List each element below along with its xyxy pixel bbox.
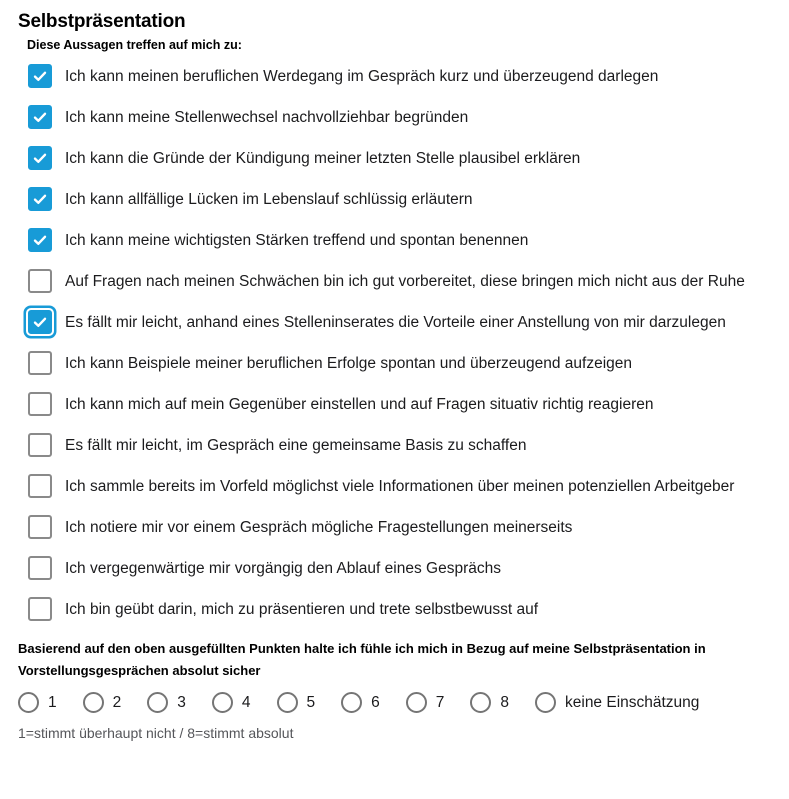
statement-label: Ich kann allfällige Lücken im Lebenslauf schlüssig erläutern [65,191,473,208]
statement-row[interactable] [28,515,769,540]
scale-note: 1=stimmt überhaupt nicht / 8=stimmt absolut [18,725,294,741]
statement-row[interactable] [28,310,769,335]
statement-checkbox[interactable] [28,515,52,539]
statement-checkbox[interactable] [28,474,52,498]
rating-option-label: 3 [177,694,186,711]
statement-label: Ich vergegenwärtige mir vorgängig den Ablauf eines Gesprächs [65,560,501,577]
statement-label: Ich kann die Gründe der Kündigung meiner letzten Stelle plausibel erklären [65,150,581,167]
statement-row[interactable] [28,392,769,417]
statement-row[interactable] [28,269,769,294]
statement-checkbox[interactable] [28,187,52,211]
statement-checkbox[interactable] [28,269,52,293]
rating-option-label: 7 [435,694,445,711]
checkmark-icon [32,314,48,330]
rating-option-label: 4 [241,694,251,711]
statement-label: Ich kann meine Stellenwechsel nachvollziehbar begründen [65,109,469,126]
statement-label: Ich kann meinen beruflichen Werdegang im Gespräch kurz und überzeugend darlegen [65,68,659,85]
rating-option[interactable] [341,692,380,713]
checkmark-icon [32,68,48,84]
rating-radio-button[interactable] [212,692,233,713]
checkmark-icon [32,109,48,125]
rating-option-label: 2 [112,694,122,711]
statement-row[interactable] [28,187,769,212]
statement-checkbox[interactable] [28,433,52,457]
statement-row[interactable] [28,433,769,458]
rating-option[interactable] [277,692,316,713]
checkmark-icon [32,150,48,166]
rating-option[interactable] [147,692,186,713]
statement-label: Es fällt mir leicht, anhand eines Stelleninserates die Vorteile einer Anstellung von mir darzulegen [65,314,726,331]
checkmark-icon [32,191,48,207]
statement-checkbox[interactable] [28,597,52,621]
statement-checkbox[interactable] [28,146,52,170]
statement-label: Ich notiere mir vor einem Gespräch mögliche Fragestellungen meinerseits [65,519,573,536]
statement-checkbox[interactable] [28,64,52,88]
rating-option[interactable] [470,692,509,713]
rating-option[interactable] [212,692,251,713]
rating-radio-button[interactable] [83,692,104,713]
statement-checkbox[interactable] [28,228,52,252]
statement-row[interactable] [28,351,769,376]
page-title: Selbstpräsentation [18,11,186,32]
statement-label: Auf Fragen nach meinen Schwächen bin ich gut vorbereitet, diese bringen mich nicht aus der Ruhe [65,273,745,290]
statements-heading: Diese Aussagen treffen auf mich zu: [27,38,242,52]
statement-row[interactable] [28,597,769,622]
statement-row[interactable] [28,556,769,581]
rating-question: Basierend auf den oben ausgefüllten Punkten halte ich fühle ich mich in Bezug auf meine Selbstpräsentation in Vorstellungsgesprächen absolut sicher [18,641,706,678]
rating-radio-button[interactable] [341,692,362,713]
rating-option[interactable] [18,692,57,713]
statement-row[interactable] [28,474,769,499]
rating-option-label: 5 [306,694,316,711]
statement-row[interactable] [28,64,769,89]
statement-checkbox-list [28,64,769,622]
rating-option-label: keine Einschätzung [565,694,700,711]
statement-label: Ich kann Beispiele meiner beruflichen Erfolge spontan und überzeugend aufzeigen [65,355,632,372]
statement-row[interactable] [28,146,769,171]
rating-option[interactable] [535,692,699,713]
statement-checkbox[interactable] [28,392,52,416]
statement-label: Es fällt mir leicht, im Gespräch eine gemeinsame Basis zu schaffen [65,437,527,454]
rating-radio-button[interactable] [406,692,427,713]
rating-option-label: 8 [500,694,509,711]
rating-radio-button[interactable] [147,692,168,713]
rating-option-label: 1 [48,694,57,711]
statement-row[interactable] [28,228,769,253]
statement-label: Ich sammle bereits im Vorfeld möglichst viele Informationen über meinen potenziellen Arbeitgeber [65,478,735,495]
rating-radio-button[interactable] [18,692,39,713]
statement-checkbox[interactable] [28,351,52,375]
rating-radio-button[interactable] [470,692,491,713]
rating-options-row [18,692,769,713]
rating-option[interactable] [83,692,122,713]
rating-radio-button[interactable] [277,692,298,713]
statement-row[interactable] [28,105,769,130]
statement-label: Ich kann meine wichtigsten Stärken treffend und spontan benennen [65,232,529,249]
rating-option[interactable] [406,692,445,713]
statement-label: Ich kann mich auf mein Gegenüber einstellen und auf Fragen situativ richtig reagieren [65,396,654,413]
statement-checkbox[interactable] [28,105,52,129]
statement-checkbox[interactable] [28,556,52,580]
statement-label: Ich bin geübt darin, mich zu präsentieren und trete selbstbewusst auf [65,601,539,618]
checkmark-icon [32,232,48,248]
rating-radio-button[interactable] [535,692,556,713]
statement-checkbox[interactable] [28,310,52,334]
rating-option-label: 6 [371,694,380,711]
